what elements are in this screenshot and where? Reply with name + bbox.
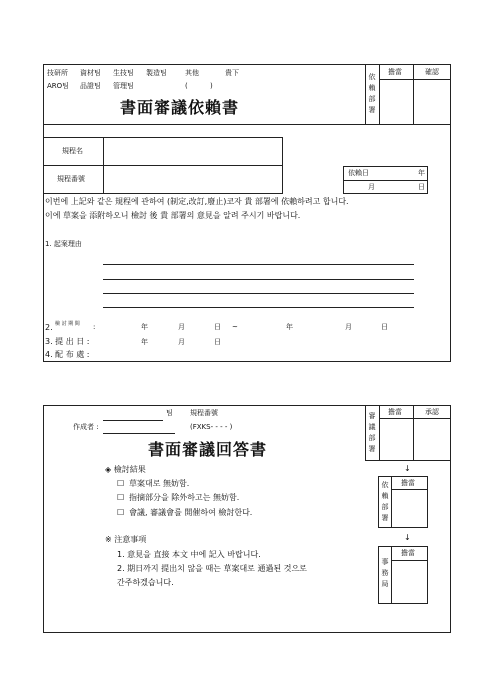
reply-approval-divider [379,405,380,460]
reply-approval-divider [413,405,414,460]
dept-item: ( [185,82,188,90]
period-day: 日 [214,323,221,331]
note-item: 2. 期日까지 提出치 않을 때는 草案대로 通過된 것으로 [117,564,307,573]
approval-divider [379,79,451,80]
reply-approval-divider [365,460,451,461]
reason-line [103,307,414,308]
period-year: 年 [286,323,293,331]
body-text: 이번에 上記와 같은 規程에 관하여 (制定,改訂,廢止)코자 貴 部署에 依賴하려고 합니다. [45,197,349,206]
reason-line [103,279,414,280]
request-dept-divider [391,489,428,490]
item-period-sep: : [93,323,96,331]
approval-label: 依賴部署 [368,73,376,114]
office-label: 事務局 [381,558,389,588]
period-month: 月 [178,323,185,331]
dept-item: 生技팀 [113,69,134,77]
reply-title: 書面審議回答書 [148,440,268,459]
period-year: 年 [141,323,148,331]
review-label: ◈ 檢討結果 [105,465,146,474]
item-period-label: 檢 討 期 間 [55,321,80,327]
note-item: 1. 意見을 直接 本文 中에 記入 바랍니다. [117,550,261,559]
submit-month: 月 [178,338,185,346]
office-divider [391,560,428,561]
review-option: 指摘部分을 除外하고는 無妨함. [129,493,240,502]
submit-year: 年 [141,338,148,346]
rule-name-label: 規程名 [62,147,83,155]
request-date-year: 年 [418,169,425,177]
office-header: 擔當 [401,549,415,557]
approval-header: 確認 [425,68,439,76]
approval-divider [43,124,451,125]
reply-approval-divider [379,418,451,419]
dept-item: 貴下 [225,69,239,77]
team-label: 팀 [166,409,173,417]
rule-table-divider [103,137,104,194]
dept-item: ) [210,82,213,90]
approval-divider [379,64,380,124]
reason-line [103,264,414,265]
arrow-down-icon: ↓ [404,533,411,542]
period-day: 日 [381,323,388,331]
review-option: 會議, 審議會를 開催하여 檢討한다. [129,508,253,517]
approval-divider [413,64,414,124]
reply-approval-header: 擔當 [388,408,402,416]
approval-header: 擔當 [388,68,402,76]
reply-approval-header: 承認 [425,408,439,416]
request-dept-header: 擔當 [401,479,415,487]
request-date-label: 依賴日 [348,169,369,177]
team-line [103,420,163,421]
note-label: ※ 注意事項 [105,535,147,544]
dept-item: 資材팀 [80,69,101,77]
dept-item: 製造팀 [146,69,167,77]
rule-code: (FXKS- - - - ) [190,423,233,431]
rule-number-label: 規程番號 [57,175,85,183]
dept-item: 管理팀 [113,82,134,90]
review-option: 草案대로 無妨함. [129,479,190,488]
note-item: 간주하겠습니다. [117,578,174,587]
dept-item: ARO팀 [47,82,69,90]
page-title: 書面審議依賴書 [120,98,240,117]
dept-item: 其他 [185,69,199,77]
arrow-down-icon: ↓ [404,464,411,473]
request-dept-divider [391,476,392,528]
request-dept-label: 依賴部署 [381,481,389,522]
dept-item: 技研所 [47,69,68,77]
request-date-divider [343,180,428,181]
item-distribution: 4. 配 布 處 : [45,350,90,359]
dept-item: 品證팀 [80,82,101,90]
reason-line [103,293,414,294]
rule-table-divider [43,165,283,166]
checkbox-icon[interactable]: ☐ [117,493,125,502]
reply-rule-number-label: 規程番號 [190,409,218,417]
submit-day: 日 [214,338,221,346]
request-date-day: 日 [418,183,425,191]
period-tilde: ~ [232,323,238,331]
item-period-no: 2. [45,323,53,332]
request-date-month: 月 [368,183,375,191]
author-label: 作成者 : [73,423,99,431]
office-divider [391,546,392,604]
checkbox-icon[interactable]: ☐ [117,479,125,488]
item-reason: 1. 起案理由 [45,240,82,248]
checkbox-icon[interactable]: ☐ [117,508,125,517]
period-month: 月 [345,323,352,331]
body-text: 이에 草案을 添附하오니 檢討 後 貴 部署의 意見을 알려 주시기 바랍니다. [45,211,301,220]
author-line [103,433,175,434]
item-submit-date: 3. 提 出 日 : [45,337,90,346]
reply-approval-label: 審議部署 [368,412,376,453]
